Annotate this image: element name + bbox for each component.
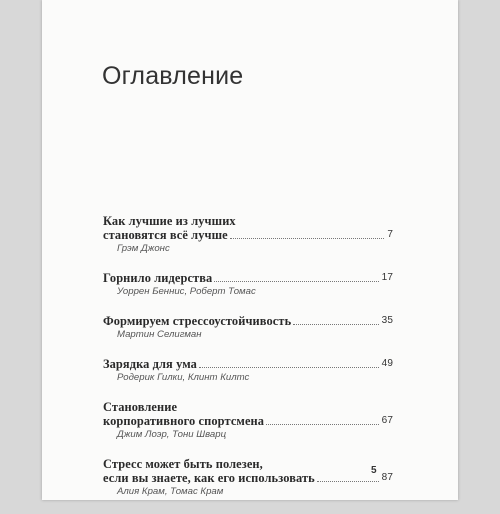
entry-author: Джим Лоэр, Тони Шварц [117,429,227,440]
entry-title-line: если вы знаете, как его использовать [103,471,315,485]
entry-page-number: 67 [381,415,393,426]
entry-title-last-line [103,228,393,242]
entry-author: Мартин Селигман [117,329,202,340]
entry-title-last-line [103,314,393,328]
entry-title-last-line [103,471,393,485]
entry-title-last-line [103,357,393,371]
entry-page-number: 87 [381,472,393,483]
page-title: Оглавление [102,62,244,90]
entry-author: Родерик Гилки, Клинт Килтс [117,372,250,383]
entry-author: Грэм Джонс [117,243,170,254]
entry-page-number: 35 [381,315,393,326]
entry-title-last-line [103,271,393,285]
dot-leader [214,280,378,282]
entry-page-number: 17 [381,272,393,283]
toc-entry [103,214,393,255]
entry-title-line: Становление [103,400,178,414]
entry-title-line: Как лучшие из лучших [103,214,236,228]
toc-entry [103,357,393,384]
entry-title-line: Зарядка для ума [103,357,197,371]
entry-author: Уоррен Беннис, Роберт Томас [117,286,256,297]
dot-leader [317,480,379,482]
dot-leader [293,323,378,325]
entry-title-line: становятся всё лучше [103,228,228,242]
entry-page-number: 7 [387,229,393,240]
entry-title-line: Горнило лидерства [103,271,213,285]
table-of-contents [103,214,393,514]
entry-title-line: Стресс может быть полезен, [103,457,263,471]
entry-author: Алия Крам, Томас Крам [117,486,224,497]
dot-leader [230,237,385,239]
entry-page-number: 49 [381,358,393,369]
page-number: 5 [371,465,377,476]
toc-entry [103,400,393,441]
toc-entry [103,457,393,498]
dot-leader [199,366,379,368]
entry-title-line: корпоративного спортсмена [103,414,265,428]
dot-leader [266,423,379,425]
book-page [42,0,458,500]
entry-title-last-line [103,414,393,428]
toc-entry [103,271,393,298]
entry-title-line: Формируем стрессоустойчивость [103,314,292,328]
toc-entry [103,314,393,341]
